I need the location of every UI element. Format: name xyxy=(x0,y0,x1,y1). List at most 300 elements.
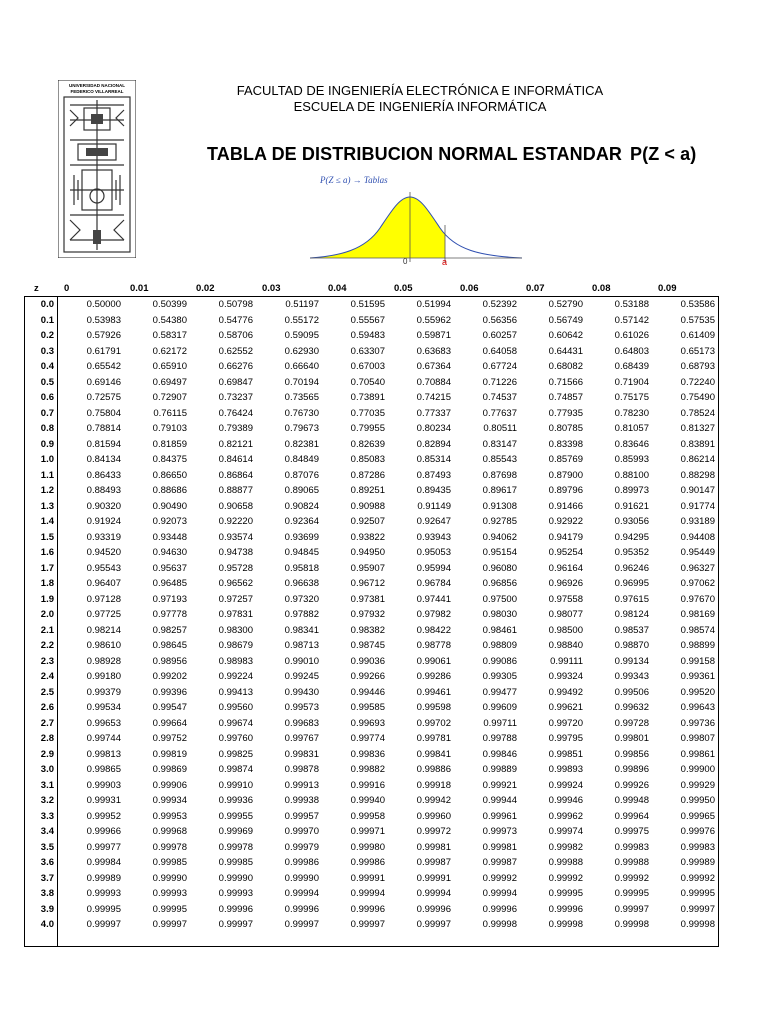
probability-cell: 0.99962 xyxy=(548,810,583,822)
probability-cell: 0.99995 xyxy=(152,903,187,915)
probability-cell: 0.99983 xyxy=(614,841,649,853)
probability-cell: 0.99878 xyxy=(284,764,319,775)
probability-cell: 0.93574 xyxy=(218,531,253,543)
z-value: 1.6 xyxy=(40,547,54,558)
probability-cell: 0.99940 xyxy=(350,795,385,806)
z-value: 1.4 xyxy=(40,516,54,527)
probability-cell: 0.78814 xyxy=(86,423,121,434)
probability-cell: 0.99997 xyxy=(284,919,319,930)
probability-cell: 0.93822 xyxy=(350,531,385,543)
table-row xyxy=(58,654,718,670)
probability-cell: 0.54380 xyxy=(152,314,187,326)
probability-cell: 0.99955 xyxy=(218,810,253,822)
probability-cell: 0.98124 xyxy=(614,609,649,620)
probability-cell: 0.51994 xyxy=(416,299,451,310)
probability-cell: 0.96712 xyxy=(350,578,385,589)
probability-cell: 0.96856 xyxy=(482,578,517,589)
probability-cell: 0.99916 xyxy=(350,779,385,791)
z-value: 0.5 xyxy=(40,376,54,388)
probability-cell: 0.97558 xyxy=(548,593,583,605)
column-header: 0.02 xyxy=(196,283,215,294)
probability-cell: 0.73891 xyxy=(350,392,385,403)
probability-cell: 0.99998 xyxy=(548,919,583,930)
probability-cell: 0.89617 xyxy=(482,485,517,496)
probability-cell: 0.85543 xyxy=(482,454,517,465)
probability-cell: 0.57535 xyxy=(680,314,715,326)
probability-cell: 0.99998 xyxy=(680,919,715,930)
probability-cell: 0.99936 xyxy=(218,795,253,806)
z-value: 2.5 xyxy=(40,686,54,698)
probability-cell: 0.75490 xyxy=(680,392,715,403)
probability-cell: 0.67724 xyxy=(482,361,517,372)
probability-cell: 0.99795 xyxy=(548,733,583,744)
table-row xyxy=(58,638,718,654)
probability-cell: 0.85083 xyxy=(350,454,385,465)
probability-cell: 0.99086 xyxy=(482,655,517,667)
table-row xyxy=(58,359,718,375)
probability-cell: 0.53586 xyxy=(680,299,715,310)
probability-cell: 0.50399 xyxy=(152,299,187,310)
probability-cell: 0.99982 xyxy=(548,841,583,853)
z-value: 3.9 xyxy=(40,903,54,915)
probability-cell: 0.99993 xyxy=(152,888,187,899)
probability-cell: 0.87900 xyxy=(548,469,583,481)
z-value: 1.1 xyxy=(40,469,54,481)
probability-cell: 0.74215 xyxy=(416,392,451,403)
table-row xyxy=(58,545,718,561)
probability-cell: 0.99934 xyxy=(152,795,187,806)
probability-cell: 0.90320 xyxy=(86,500,121,512)
table-row xyxy=(58,917,718,933)
probability-cell: 0.62930 xyxy=(284,345,319,357)
probability-cell: 0.95994 xyxy=(416,562,451,574)
probability-cell: 0.99869 xyxy=(152,764,187,775)
probability-cell: 0.95818 xyxy=(284,562,319,574)
probability-cell: 0.64431 xyxy=(548,345,583,357)
probability-cell: 0.99985 xyxy=(218,857,253,868)
table-row xyxy=(58,886,718,902)
title-probability: P(Z < a) xyxy=(630,144,697,164)
z-value: 1.8 xyxy=(40,578,54,589)
probability-cell: 0.97932 xyxy=(350,609,385,620)
table-row xyxy=(58,313,718,329)
probability-cell: 0.77637 xyxy=(482,407,517,419)
probability-cell: 0.89973 xyxy=(614,485,649,496)
probability-cell: 0.96485 xyxy=(152,578,187,589)
probability-cell: 0.84134 xyxy=(86,454,121,465)
probability-cell: 0.98500 xyxy=(548,624,583,636)
probability-cell: 0.93319 xyxy=(86,531,121,543)
probability-cell: 0.99856 xyxy=(614,748,649,760)
probability-cell: 0.99061 xyxy=(416,655,451,667)
logo-text-line1: UNIVERSIDAD NACIONAL xyxy=(68,83,126,88)
z-value: 1.0 xyxy=(40,454,54,465)
probability-cell: 0.67003 xyxy=(350,361,385,372)
probability-cell: 0.99598 xyxy=(416,702,451,713)
probability-cell: 0.78524 xyxy=(680,407,715,419)
probability-cell: 0.99986 xyxy=(284,857,319,868)
figure-formula: P(Z ≤ a) → Tablas xyxy=(320,175,388,185)
probability-cell: 0.99953 xyxy=(152,810,187,822)
column-header: 0.06 xyxy=(460,283,479,294)
probability-cell: 0.79389 xyxy=(218,423,253,434)
probability-cell: 0.51595 xyxy=(350,299,385,310)
table-row xyxy=(58,297,718,313)
z-value: 3.6 xyxy=(40,857,54,868)
probability-cell: 0.99988 xyxy=(614,857,649,868)
probability-cell: 0.99996 xyxy=(548,903,583,915)
probability-cell: 0.58706 xyxy=(218,330,253,341)
probability-cell: 0.99992 xyxy=(614,872,649,884)
probability-cell: 0.98956 xyxy=(152,655,187,667)
z-value: 4.0 xyxy=(40,919,54,930)
probability-cell: 0.99960 xyxy=(416,810,451,822)
probability-cell: 0.99674 xyxy=(218,717,253,729)
z-value: 0.3 xyxy=(40,345,54,357)
probability-cell: 0.52790 xyxy=(548,299,583,310)
probability-cell: 0.99997 xyxy=(218,919,253,930)
probability-cell: 0.71226 xyxy=(482,376,517,388)
probability-cell: 0.99979 xyxy=(284,841,319,853)
z-value: 3.5 xyxy=(40,841,54,853)
probability-cell: 0.55172 xyxy=(284,314,319,326)
probability-cell: 0.99841 xyxy=(416,748,451,760)
z-value: 1.5 xyxy=(40,531,54,543)
probability-cell: 0.99992 xyxy=(482,872,517,884)
probability-cell: 0.90658 xyxy=(218,500,253,512)
probability-cell: 0.99865 xyxy=(86,764,121,775)
probability-cell: 0.78230 xyxy=(614,407,649,419)
probability-cell: 0.92220 xyxy=(218,516,253,527)
probability-cell: 0.99683 xyxy=(284,717,319,729)
probability-cell: 0.79955 xyxy=(350,423,385,434)
probability-cell: 0.98809 xyxy=(482,640,517,651)
probability-cell: 0.50000 xyxy=(86,299,121,310)
table-row xyxy=(58,344,718,360)
probability-cell: 0.85769 xyxy=(548,454,583,465)
probability-cell: 0.99991 xyxy=(416,872,451,884)
probability-cell: 0.99997 xyxy=(614,903,649,915)
probability-cell: 0.99825 xyxy=(218,748,253,760)
probability-cell: 0.99987 xyxy=(482,857,517,868)
probability-cell: 0.59483 xyxy=(350,330,385,341)
probability-cell: 0.99889 xyxy=(482,764,517,775)
probability-cell: 0.99520 xyxy=(680,686,715,698)
probability-cell: 0.97500 xyxy=(482,593,517,605)
probability-cell: 0.81594 xyxy=(86,438,121,450)
probability-cell: 0.99202 xyxy=(152,671,187,682)
column-header: 0 xyxy=(64,283,70,294)
probability-cell: 0.98461 xyxy=(482,624,517,636)
probability-cell: 0.93189 xyxy=(680,516,715,527)
probability-cell: 0.99974 xyxy=(548,826,583,837)
probability-cell: 0.87286 xyxy=(350,469,385,481)
probability-cell: 0.99996 xyxy=(284,903,319,915)
probability-cell: 0.57926 xyxy=(86,330,121,341)
probability-cell: 0.99989 xyxy=(680,857,715,868)
probability-cell: 0.95907 xyxy=(350,562,385,574)
probability-cell: 0.55567 xyxy=(350,314,385,326)
probability-cell: 0.99506 xyxy=(614,686,649,698)
probability-cell: 0.99990 xyxy=(152,872,187,884)
probability-cell: 0.99846 xyxy=(482,748,517,760)
z-value: 1.7 xyxy=(40,562,54,574)
table-row xyxy=(58,809,718,825)
probability-cell: 0.89796 xyxy=(548,485,583,496)
probability-cell: 0.88100 xyxy=(614,469,649,481)
probability-cell: 0.99946 xyxy=(548,795,583,806)
table-row xyxy=(58,483,718,499)
probability-cell: 0.61409 xyxy=(680,330,715,341)
probability-cell: 0.87698 xyxy=(482,469,517,481)
column-header: 0.01 xyxy=(130,283,149,294)
z-value: 3.0 xyxy=(40,764,54,775)
probability-cell: 0.94845 xyxy=(284,547,319,558)
probability-cell: 0.71904 xyxy=(614,376,649,388)
probability-cell: 0.81327 xyxy=(680,423,715,434)
probability-cell: 0.99965 xyxy=(680,810,715,822)
probability-cell: 0.97831 xyxy=(218,609,253,620)
university-logo xyxy=(58,80,136,258)
probability-cell: 0.80234 xyxy=(416,423,451,434)
probability-cell: 0.95352 xyxy=(614,547,649,558)
probability-cell: 0.63683 xyxy=(416,345,451,357)
probability-cell: 0.59095 xyxy=(284,330,319,341)
probability-cell: 0.99921 xyxy=(482,779,517,791)
probability-cell: 0.68082 xyxy=(548,361,583,372)
probability-cell: 0.99985 xyxy=(152,857,187,868)
probability-cell: 0.99343 xyxy=(614,671,649,682)
z-value: 2.2 xyxy=(40,640,54,651)
probability-cell: 0.57142 xyxy=(614,314,649,326)
probability-cell: 0.87076 xyxy=(284,469,319,481)
probability-cell: 0.59871 xyxy=(416,330,451,341)
probability-cell: 0.99931 xyxy=(86,795,121,806)
probability-cell: 0.92073 xyxy=(152,516,187,527)
probability-cell: 0.54776 xyxy=(218,314,253,326)
z-value: 2.3 xyxy=(40,655,54,667)
probability-cell: 0.92922 xyxy=(548,516,583,527)
probability-cell: 0.99986 xyxy=(350,857,385,868)
table-row xyxy=(58,530,718,546)
probability-cell: 0.89065 xyxy=(284,485,319,496)
probability-cell: 0.76730 xyxy=(284,407,319,419)
z-value: 0.6 xyxy=(40,392,54,403)
probability-cell: 0.98422 xyxy=(416,624,451,636)
probability-cell: 0.79673 xyxy=(284,423,319,434)
probability-cell: 0.99997 xyxy=(416,919,451,930)
title-main: TABLA DE DISTRIBUCION NORMAL ESTANDAR xyxy=(207,144,623,164)
probability-cell: 0.98030 xyxy=(482,609,517,620)
probability-cell: 0.99973 xyxy=(482,826,517,837)
probability-cell: 0.64058 xyxy=(482,345,517,357)
faculty-name: FACULTAD DE INGENIERÍA ELECTRÓNICA E INFORMÁTICA xyxy=(236,83,604,98)
z-value: 0.9 xyxy=(40,438,54,450)
probability-cell: 0.71566 xyxy=(548,376,583,388)
table-row xyxy=(58,793,718,809)
probability-cell: 0.96246 xyxy=(614,562,649,574)
probability-cell: 0.99961 xyxy=(482,810,517,822)
z-value: 1.9 xyxy=(40,593,54,605)
probability-cell: 0.90824 xyxy=(284,500,319,512)
table-row xyxy=(58,778,718,794)
probability-cell: 0.98257 xyxy=(152,624,187,636)
probability-cell: 0.88298 xyxy=(680,469,715,481)
probability-cell: 0.85314 xyxy=(416,454,451,465)
probability-cell: 0.91308 xyxy=(482,500,517,512)
probability-cell: 0.94179 xyxy=(548,531,583,543)
probability-cell: 0.99975 xyxy=(614,826,649,837)
probability-cell: 0.99643 xyxy=(680,702,715,713)
probability-cell: 0.99836 xyxy=(350,748,385,760)
probability-cell: 0.70194 xyxy=(284,376,319,388)
probability-cell: 0.96080 xyxy=(482,562,517,574)
column-header: 0.05 xyxy=(394,283,413,294)
probability-cell: 0.98840 xyxy=(548,640,583,651)
probability-cell: 0.95728 xyxy=(218,562,253,574)
probability-cell: 0.99900 xyxy=(680,764,715,775)
probability-cell: 0.58317 xyxy=(152,330,187,341)
probability-cell: 0.99994 xyxy=(482,888,517,899)
probability-cell: 0.99964 xyxy=(614,810,649,822)
z-value: 1.3 xyxy=(40,500,54,512)
column-header: 0.08 xyxy=(592,283,611,294)
probability-cell: 0.55962 xyxy=(416,314,451,326)
probability-cell: 0.99430 xyxy=(284,686,319,698)
z-column xyxy=(25,297,58,946)
probability-cell: 0.99396 xyxy=(152,686,187,698)
probability-cell: 0.99819 xyxy=(152,748,187,760)
probability-cell: 0.99995 xyxy=(680,888,715,899)
probability-cell: 0.99010 xyxy=(284,655,319,667)
table-row xyxy=(58,824,718,840)
probability-cell: 0.92785 xyxy=(482,516,517,527)
probability-cell: 0.99992 xyxy=(680,872,715,884)
probability-cell: 0.99379 xyxy=(86,686,121,698)
probability-cell: 0.83147 xyxy=(482,438,517,450)
probability-cell: 0.99998 xyxy=(482,919,517,930)
probability-cell: 0.99361 xyxy=(680,671,715,682)
probability-cell: 0.97882 xyxy=(284,609,319,620)
probability-cell: 0.99286 xyxy=(416,671,451,682)
probability-cell: 0.99851 xyxy=(548,748,583,760)
probability-cell: 0.98214 xyxy=(86,624,121,636)
probability-cell: 0.65173 xyxy=(680,345,715,357)
probability-cell: 0.53983 xyxy=(86,314,121,326)
probability-cell: 0.99896 xyxy=(614,764,649,775)
probability-cell: 0.99992 xyxy=(548,872,583,884)
probability-cell: 0.91149 xyxy=(417,500,451,512)
table-row xyxy=(58,623,718,639)
probability-cell: 0.97441 xyxy=(416,593,451,605)
probability-cell: 0.99972 xyxy=(416,826,451,837)
probability-cell: 0.66276 xyxy=(218,361,253,372)
probability-cell: 0.99995 xyxy=(614,888,649,899)
probability-cell: 0.68793 xyxy=(680,361,715,372)
probability-cell: 0.99664 xyxy=(152,717,187,729)
probability-cell: 0.99413 xyxy=(218,686,253,698)
probability-cell: 0.99989 xyxy=(86,872,121,884)
probability-cell: 0.93056 xyxy=(614,516,649,527)
probability-cell: 0.83646 xyxy=(614,438,649,450)
probability-cell: 0.72575 xyxy=(86,392,121,403)
probability-cell: 0.89435 xyxy=(416,485,451,496)
table-row xyxy=(58,390,718,406)
probability-cell: 0.69847 xyxy=(218,376,253,388)
column-header: 0.03 xyxy=(262,283,281,294)
probability-cell: 0.99036 xyxy=(350,655,385,667)
values-area xyxy=(58,297,718,946)
probability-cell: 0.99752 xyxy=(152,733,187,744)
probability-cell: 0.91621 xyxy=(614,500,649,512)
probability-cell: 0.99477 xyxy=(482,686,517,698)
probability-cell: 0.85993 xyxy=(614,454,649,465)
probability-cell: 0.99874 xyxy=(218,764,253,775)
z-value: 2.6 xyxy=(40,702,54,713)
probability-cell: 0.99446 xyxy=(350,686,385,698)
probability-cell: 0.63307 xyxy=(350,345,385,357)
probability-cell: 0.99831 xyxy=(284,748,319,760)
probability-cell: 0.99632 xyxy=(614,702,649,713)
probability-cell: 0.77935 xyxy=(548,407,583,419)
probability-cell: 0.98645 xyxy=(152,640,187,651)
probability-cell: 0.95449 xyxy=(680,547,715,558)
probability-cell: 0.90490 xyxy=(152,500,187,512)
zero-label: 0 xyxy=(403,257,408,266)
probability-cell: 0.82381 xyxy=(284,438,319,450)
probability-cell: 0.98713 xyxy=(284,640,319,651)
table-row xyxy=(58,855,718,871)
probability-cell: 0.99760 xyxy=(218,733,253,744)
z-value: 0.8 xyxy=(40,423,54,434)
probability-cell: 0.84375 xyxy=(152,454,187,465)
probability-cell: 0.60642 xyxy=(548,330,583,341)
table-row xyxy=(58,731,718,747)
z-value: 0.2 xyxy=(40,330,54,341)
probability-cell: 0.95254 xyxy=(548,547,583,558)
probability-cell: 0.65542 xyxy=(86,361,121,372)
probability-cell: 0.99983 xyxy=(680,841,715,853)
probability-cell: 0.99245 xyxy=(284,671,319,682)
probability-cell: 0.99952 xyxy=(86,810,121,822)
probability-cell: 0.99653 xyxy=(86,717,121,729)
probability-cell: 0.99990 xyxy=(218,872,253,884)
table-row xyxy=(58,840,718,856)
probability-cell: 0.82894 xyxy=(416,438,451,450)
z-value: 3.3 xyxy=(40,810,54,822)
probability-cell: 0.95637 xyxy=(152,562,187,574)
probability-cell: 0.99968 xyxy=(152,826,187,837)
table-row xyxy=(58,406,718,422)
probability-cell: 0.97778 xyxy=(152,609,187,620)
probability-cell: 0.84849 xyxy=(284,454,319,465)
probability-cell: 0.50798 xyxy=(218,299,253,310)
probability-cell: 0.94295 xyxy=(614,531,649,543)
normal-table xyxy=(24,282,719,947)
probability-cell: 0.99781 xyxy=(416,733,451,744)
table-row xyxy=(58,607,718,623)
probability-cell: 0.99978 xyxy=(218,841,253,853)
probability-cell: 0.98574 xyxy=(680,624,715,636)
probability-cell: 0.98169 xyxy=(680,609,715,620)
probability-cell: 0.99906 xyxy=(152,779,187,791)
probability-cell: 0.99882 xyxy=(350,764,385,775)
probability-cell: 0.99903 xyxy=(86,779,121,791)
probability-cell: 0.88877 xyxy=(218,485,253,496)
probability-cell: 0.99984 xyxy=(86,857,121,868)
probability-cell: 0.95053 xyxy=(416,547,451,558)
probability-cell: 0.92364 xyxy=(284,516,319,527)
